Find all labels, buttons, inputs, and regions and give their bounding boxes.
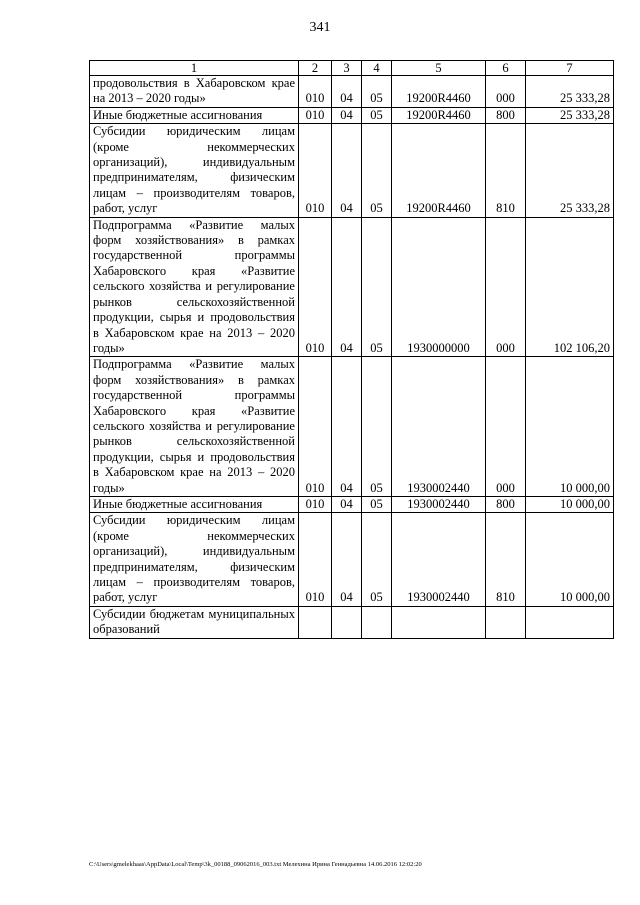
table-row: [90, 124, 614, 217]
row-section: 04: [332, 217, 362, 357]
row-target-article: 1930000000: [392, 217, 486, 357]
row-expense-type: 810: [486, 124, 526, 217]
row-amount: 10 000,00: [526, 496, 614, 512]
row-target-article: 19200R4460: [392, 76, 486, 108]
page-number: 341: [309, 20, 331, 35]
header-col-2: 2: [299, 61, 332, 76]
header-col-4: 4: [362, 61, 392, 76]
table-row: [90, 217, 614, 357]
row-section: [332, 606, 362, 638]
table-row: [90, 606, 614, 638]
header-col-5: 5: [392, 61, 486, 76]
file-path-footer: C:\Users\gmelekhaas\AppData\Local\Temp\3k_00188_09062016_003.txt Мелехина Ирина Геннадьевна 14.06.2016 12:02:20: [89, 861, 422, 868]
row-target-article: 1930002440: [392, 357, 486, 497]
row-subsection: 05: [362, 107, 392, 123]
row-expense-type: 000: [486, 217, 526, 357]
row-code-admin: 010: [299, 124, 332, 217]
row-section: 04: [332, 107, 362, 123]
row-target-article: [392, 606, 486, 638]
row-section: 04: [332, 496, 362, 512]
row-expense-type: 000: [486, 357, 526, 497]
header-col-7: 7: [526, 61, 614, 76]
row-description: Субсидии юридическим лицам (кроме некоммерческих организаций), индивидуальным предпринимателям, физическим лицам – производителям товаров, работ, услуг: [90, 124, 299, 217]
row-description: Субсидии юридическим лицам (кроме некоммерческих организаций), индивидуальным предпринимателям, физическим лицам – производителям товаров, работ, услуг: [90, 513, 299, 606]
table-row: [90, 357, 614, 497]
row-section: 04: [332, 357, 362, 497]
row-code-admin: 010: [299, 107, 332, 123]
row-code-admin: 010: [299, 496, 332, 512]
row-amount: [526, 606, 614, 638]
row-amount: 25 333,28: [526, 107, 614, 123]
row-target-article: 19200R4460: [392, 107, 486, 123]
row-code-admin: 010: [299, 217, 332, 357]
row-expense-type: 810: [486, 513, 526, 606]
row-code-admin: [299, 606, 332, 638]
row-expense-type: 800: [486, 496, 526, 512]
row-amount: 25 333,28: [526, 76, 614, 108]
row-subsection: [362, 606, 392, 638]
row-code-admin: 010: [299, 513, 332, 606]
header-col-1: 1: [90, 61, 299, 76]
row-description: Подпрограмма «Развитие малых форм хозяйствования» в рамках государственной программы Хабаровского края «Развитие сельского хозяйства и регулирование рынков сельскохозяйственной продукции, сырья и продовольствия в Хабаровском крае на 2013 – 2020 годы»: [90, 357, 299, 497]
row-amount: 102 106,20: [526, 217, 614, 357]
row-subsection: 05: [362, 496, 392, 512]
row-subsection: 05: [362, 513, 392, 606]
table-row: [90, 513, 614, 606]
header-col-6: 6: [486, 61, 526, 76]
row-description: продовольствия в Хабаровском крае на 2013 – 2020 годы»: [90, 76, 299, 108]
row-amount: 25 333,28: [526, 124, 614, 217]
row-subsection: 05: [362, 124, 392, 217]
row-section: 04: [332, 76, 362, 108]
row-description: Иные бюджетные ассигнования: [90, 107, 299, 123]
row-expense-type: [486, 606, 526, 638]
row-subsection: 05: [362, 217, 392, 357]
row-section: 04: [332, 513, 362, 606]
row-target-article: 1930002440: [392, 513, 486, 606]
row-code-admin: 010: [299, 76, 332, 108]
header-col-3: 3: [332, 61, 362, 76]
table-row: [90, 496, 614, 512]
budget-table: [89, 60, 614, 639]
row-subsection: 05: [362, 76, 392, 108]
table-row: [90, 107, 614, 123]
row-amount: 10 000,00: [526, 513, 614, 606]
row-description: Подпрограмма «Развитие малых форм хозяйствования» в рамках государственной программы Хабаровского края «Развитие сельского хозяйства и регулирование рынков сельскохозяйственной продукции, сырья и продовольствия в Хабаровском крае на 2013 – 2020 годы»: [90, 217, 299, 357]
table-header-row: [90, 61, 614, 76]
row-expense-type: 800: [486, 107, 526, 123]
row-section: 04: [332, 124, 362, 217]
row-amount: 10 000,00: [526, 357, 614, 497]
row-target-article: 19200R4460: [392, 124, 486, 217]
row-subsection: 05: [362, 357, 392, 497]
row-target-article: 1930002440: [392, 496, 486, 512]
row-description: Субсидии бюджетам муниципальных образований: [90, 606, 299, 638]
row-description: Иные бюджетные ассигнования: [90, 496, 299, 512]
table-row: [90, 76, 614, 108]
row-code-admin: 010: [299, 357, 332, 497]
row-expense-type: 000: [486, 76, 526, 108]
